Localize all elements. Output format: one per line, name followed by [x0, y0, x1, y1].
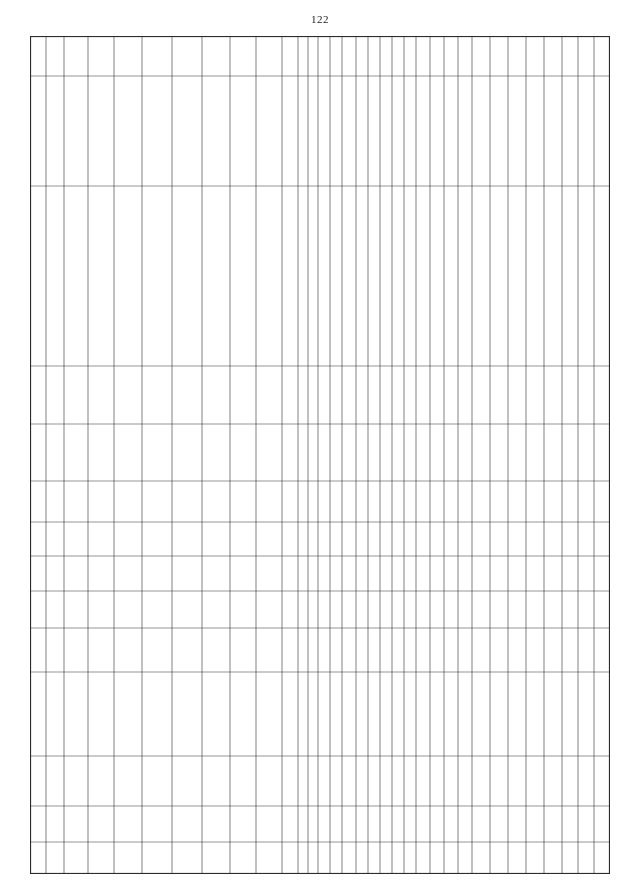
page-number: 122 [311, 14, 329, 26]
rotated-table [30, 36, 610, 874]
table-grid [30, 36, 610, 874]
table-frame [31, 37, 610, 874]
